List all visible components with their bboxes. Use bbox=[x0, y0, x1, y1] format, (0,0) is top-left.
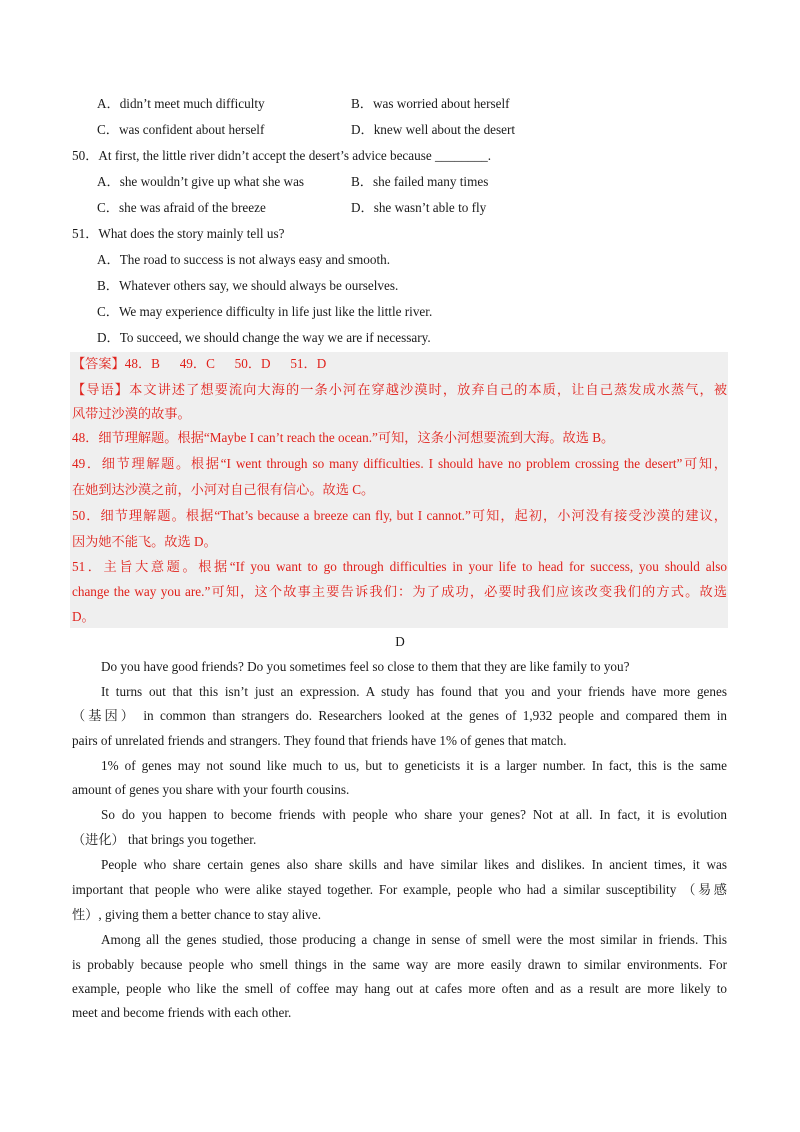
q51-option-a: A．The road to success is not always easy and smooth. bbox=[97, 252, 390, 267]
q50-option-a: A．she wouldn’t give up what she was bbox=[97, 174, 305, 189]
passage-p2-line-3: pairs of unrelated friends and strangers. They found that friends have 1% of genes that match. bbox=[72, 733, 567, 748]
q51-option-c: C．We may experience difficulty in life just like the little river. bbox=[97, 304, 433, 319]
q50-option-b: B．she failed many times bbox=[351, 174, 489, 189]
guide-text-1: 本文讲述了想要流向大海的一条小河在穿越沙漠时，放弃自己的本质，让自己蒸发成水蒸气，被 bbox=[129, 382, 728, 397]
explanation-51-line-1: 51．主旨大意题。根据“If you want to go through difficulties in your life to head for success, you should also bbox=[72, 559, 727, 574]
explanation-49-line-2: 在她到达沙漠之前，小河对自己很有信心。故选 C。 bbox=[72, 482, 375, 497]
guide-label: 【导语】 bbox=[72, 382, 130, 397]
q49-option-a: A．didn’t meet much difficulty bbox=[97, 96, 265, 111]
answer-values: 48．B 49．C 50．D 51．D bbox=[124, 356, 327, 371]
passage-p5-line-1: People who share certain genes also share skills and have similar likes and dislikes. In ancient times, it was bbox=[101, 857, 727, 872]
q50-stem: 50．At first, the little river didn’t accept the desert’s advice because ________. bbox=[72, 148, 492, 163]
explanation-48: 48．细节理解题。根据“Maybe I can’t reach the ocean.”可知，这条小河想要流到大海。故选 B。 bbox=[72, 430, 615, 445]
explanation-50-line-1: 50．细节理解题。根据“That’s because a breeze can fly, but I cannot.”可知，起初，小河没有接受沙漠的建议， bbox=[72, 508, 727, 523]
passage-p1: Do you have good friends? Do you sometimes feel so close to them that they are like family to you? bbox=[101, 659, 630, 674]
guide-line-1 bbox=[72, 381, 727, 399]
passage-p5-line-3: 性）, giving them a better chance to stay alive. bbox=[72, 907, 322, 922]
passage-p2-line-1: It turns out that this isn’t just an expression. A study has found that you and your friends have more genes bbox=[101, 684, 727, 699]
passage-p3-line-1: 1% of genes may not sound like much to us, but to geneticists it is a larger number. In fact, this is the same bbox=[101, 758, 727, 773]
passage-p6-line-2: is probably because people who smell things in the same way are more easily drawn to similar environments. For bbox=[72, 957, 727, 972]
passage-p2-line-2: （基因） in common than strangers do. Researchers looked at the genes of 1,932 people and compared them in bbox=[72, 708, 727, 723]
answer-line bbox=[72, 355, 326, 373]
q51-stem: 51．What does the story mainly tell us? bbox=[72, 226, 285, 241]
passage-p6-line-3: example, people who like the smell of coffee may hang out at cafes more often and as a result are more likely to bbox=[72, 981, 727, 996]
q49-option-b: B．was worried about herself bbox=[351, 96, 510, 111]
passage-p4-line-2: （进化） that brings you together. bbox=[72, 832, 257, 847]
passage-p6-line-4: meet and become friends with each other. bbox=[72, 1005, 292, 1020]
q49-option-d: D．knew well about the desert bbox=[351, 122, 516, 137]
q49-option-c: C．was confident about herself bbox=[97, 122, 265, 137]
passage-p5-line-2: important that people who were alike stayed together. For example, people who had a similar susceptibility （易感 bbox=[72, 882, 727, 897]
q50-option-c: C．she was afraid of the breeze bbox=[97, 200, 266, 215]
q51-option-d: D．To succeed, we should change the way we are if necessary. bbox=[97, 330, 431, 345]
passage-p6-line-1: Among all the genes studied, those producing a change in sense of smell were the most similar in friends. This bbox=[101, 932, 727, 947]
q51-option-b: B．Whatever others say, we should always be ourselves. bbox=[97, 278, 399, 293]
answer-label: 【答案】 bbox=[72, 356, 125, 371]
q50-option-d: D．she wasn’t able to fly bbox=[351, 200, 487, 215]
section-heading: D bbox=[395, 634, 405, 649]
explanation-49-line-1: 49．细节理解题。根据“I went through so many difficulties. I should have no problem crossing the desert”可知， bbox=[72, 456, 727, 471]
passage-p4-line-1: So do you happen to become friends with people who share your genes? Not at all. In fact, it is evolution bbox=[101, 807, 727, 822]
passage-p3-line-2: amount of genes you share with your fourth cousins. bbox=[72, 782, 350, 797]
guide-line-2: 风带过沙漠的故事。 bbox=[72, 406, 191, 421]
explanation-51-line-3: D。 bbox=[72, 609, 95, 624]
explanation-51-line-2: change the way you are.”可知，这个故事主要告诉我们：为了成功，必要时我们应该改变我们的方式。故选 bbox=[72, 584, 727, 599]
explanation-50-line-2: 因为她不能飞。故选 D。 bbox=[72, 534, 217, 549]
